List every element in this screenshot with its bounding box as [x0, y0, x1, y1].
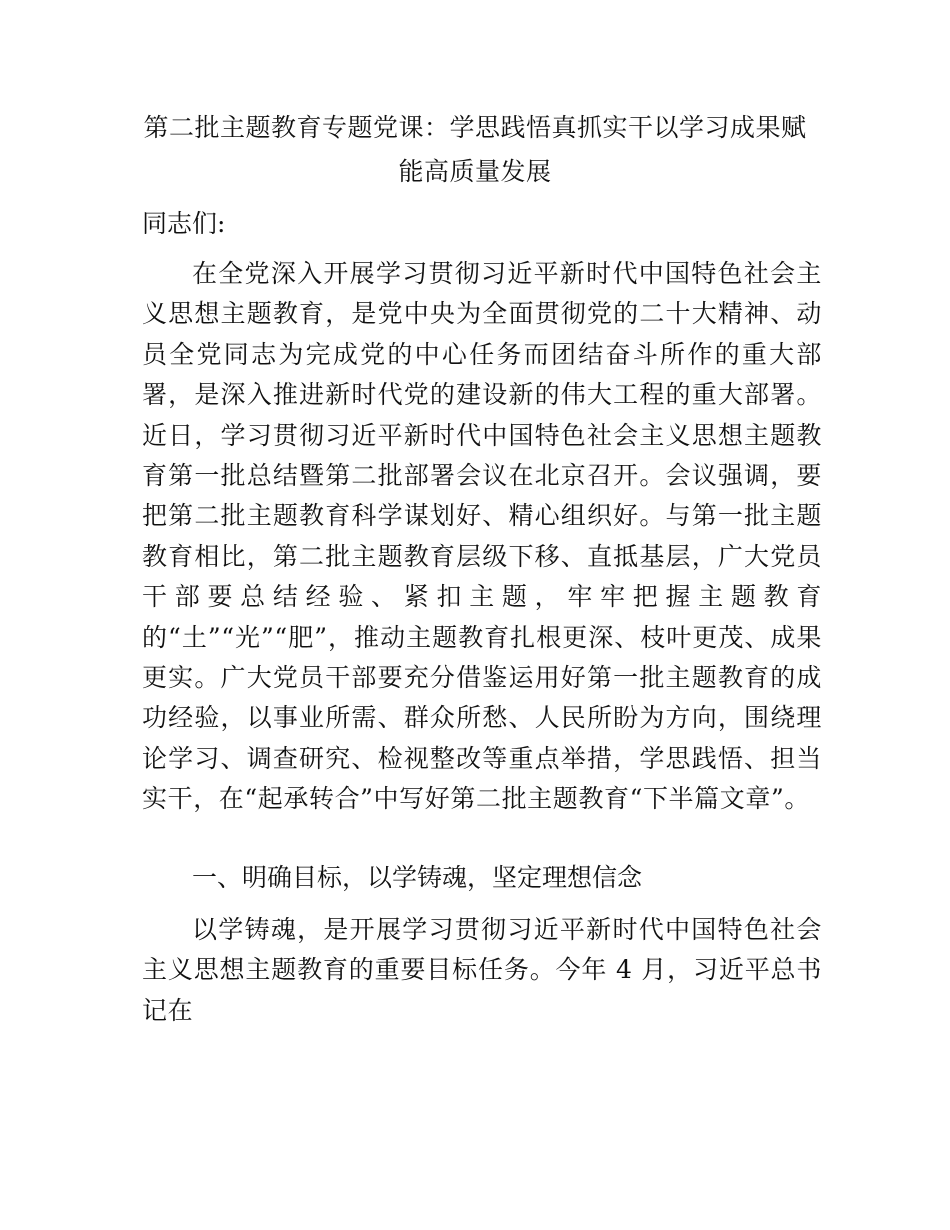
section-heading-1: 一、明确目标，以学铸魂，坚定理想信念: [192, 863, 643, 892]
body-paragraph-2: 以学铸魂，是开展学习贯彻习近平新时代中国特色社会主义思想主题教育的重要目标任务。今年 4 月，习近平总书记在: [142, 915, 822, 1025]
document-title: 第二批主题教育专题党课：学思践悟真抓实干以学习成果赋能高质量发展: [143, 113, 807, 186]
body-paragraph-1: 在全党深入开展学习贯彻习近平新时代中国特色社会主义思想主题教育，是党中央为全面贯彻党的二十大精神、动员全党同志为完成党的中心任务而团结奋斗所作的重大部署，是深入推进新时代党的建设新的伟大工程的重大部署。近日，学习贯彻习近平新时代中国特色社会主义思想主题教育第一批总结暨第二批部署会议在北京召开。会议强调，要把第二批主题教育科学谋划好、精心组织好。与第一批主题教育相比，第二批主题教育层级下移、直抵基层，广大党员干部要总结经验、紧扣主题，牢牢把握主题教育的“土”“光”“肥”，推动主题教育扎根更深、枝叶更茂、成果更实。广大党员干部要充分借鉴运用好第一批主题教育的成功经验，以事业所需、群众所愁、人民所盼为方向，围绕理论学习、调查研究、检视整改等重点举措，学思践悟、担当实干，在“起承转合”中写好第二批主题教育“下半篇文章”。: [142, 259, 822, 814]
salutation: 同志们:: [142, 209, 226, 238]
